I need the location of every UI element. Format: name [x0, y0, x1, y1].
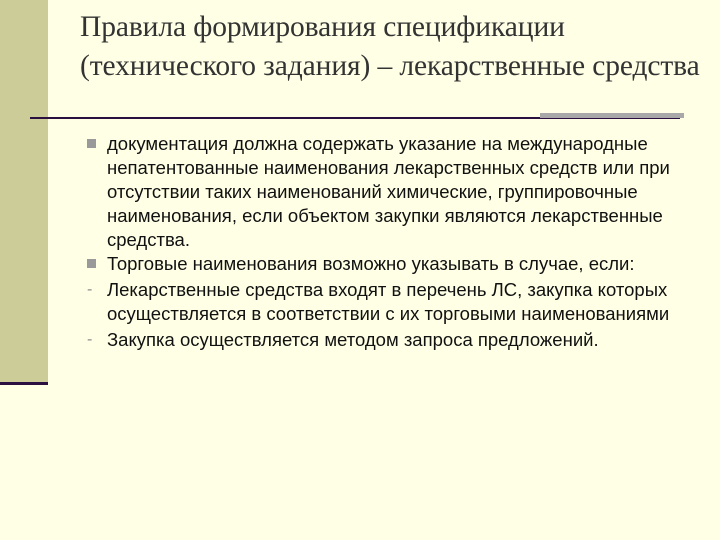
bullet-text-1: документация должна содержать указание на международные непатентованные наименования лекарственных средств или при отсутствии таких наименований химические, группировочные наименования, если объектом закупки являются лекарственные средства.	[107, 133, 670, 250]
dash-bullet-icon: -	[87, 331, 93, 348]
bullet-item-1	[87, 132, 707, 252]
bullet-text-2: Торговые наименования возможно указывать в случае, если:	[107, 253, 635, 274]
sub-item-text-1: Лекарственные средства входят в перечень ЛС, закупка которых осуществляется в соответствии с их торговыми наименованиями	[107, 279, 670, 324]
sub-item-1	[87, 278, 707, 326]
bullet-item-2	[87, 252, 707, 276]
left-band-divider	[0, 382, 48, 385]
sub-item-2	[87, 328, 707, 352]
dash-bullet-icon: -	[87, 281, 93, 298]
square-bullet-icon	[87, 259, 96, 268]
square-bullet-icon	[87, 139, 96, 148]
title-underline-accent	[540, 113, 684, 118]
slide-title: Правила формирования спецификации (технического задания) – лекарственные средства	[80, 11, 700, 82]
bullet-list	[87, 132, 707, 352]
left-decorative-band	[0, 0, 48, 382]
sub-item-text-2: Закупка осуществляется методом запроса предложений.	[107, 329, 599, 350]
